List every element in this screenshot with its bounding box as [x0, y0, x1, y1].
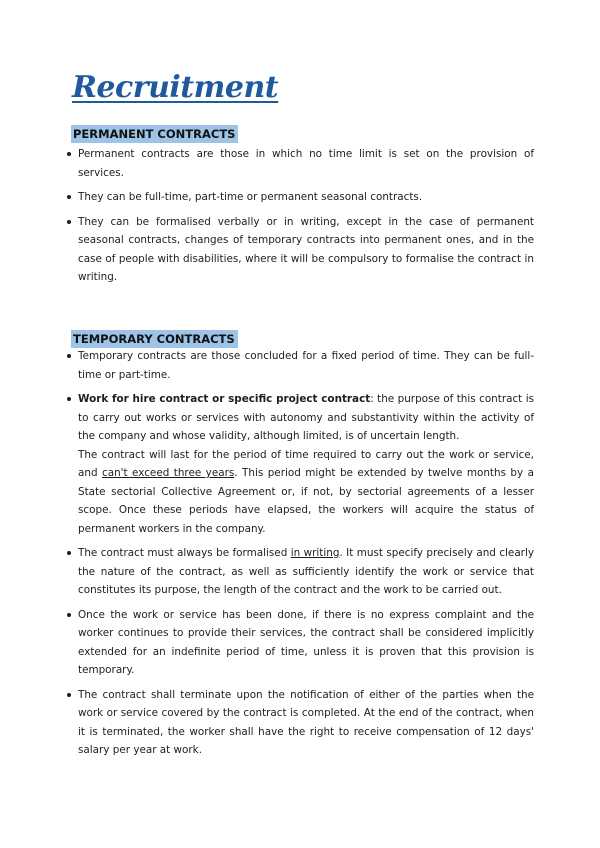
permanent-contracts-list	[64, 145, 534, 287]
list-item	[64, 606, 534, 680]
work-for-hire-term: Work for hire contract or specific project contract	[78, 393, 371, 405]
list-item	[64, 188, 534, 207]
section-heading-permanent: PERMANENT CONTRACTS	[71, 125, 238, 143]
duration-limit: can't exceed three years	[102, 467, 235, 479]
list-item-text: Temporary contracts are those concluded for a fixed period of time. They can be full-time or part-time.	[78, 350, 534, 381]
section-heading-temporary: TEMPORARY CONTRACTS	[71, 330, 238, 348]
list-item-text: The contract must always be formalised	[78, 547, 291, 559]
temporary-contracts-list	[64, 347, 534, 760]
list-item	[64, 347, 534, 384]
in-writing-emphasis: in writing	[290, 547, 340, 559]
list-item	[64, 686, 534, 760]
list-item-text: They can be full-time, part-time or permanent seasonal contracts.	[78, 191, 423, 203]
list-item-text: They can be formalised verbally or in writing, except in the case of permanent seasonal contracts, changes of temporary contracts into permanent ones, and in the case of people with disabilities, where it will be compulsory to formalise the contract in writing.	[78, 215, 534, 283]
list-item	[64, 145, 534, 182]
list-item	[64, 544, 534, 600]
list-item	[64, 390, 534, 538]
page-title: Recruitment	[72, 70, 279, 105]
list-item-text: The contract shall terminate upon the notification of either of the parties when the work or service covered by the contract is completed. At the end of the contract, when it is terminated, the worker shall have the right to receive compensation of 12 days' salary per year at work.	[78, 688, 534, 756]
list-item-text: Once the work or service has been done, if there is no express complaint and the worker continues to provide their services, the contract shall be considered implicitly extended for an indefinite period of time, unless it is proven that this provision is temporary.	[78, 608, 534, 676]
list-item-text: : the purpose of this contract is to carry out works or services with autonomy and substantivity within the activity of the company and whose validity, although limited, is of uncertain length.	[78, 393, 534, 442]
list-item	[64, 213, 534, 287]
list-item-text: . It must specify precisely and clearly the nature of the contract, as well as sufficiently identify the work or service that constitutes its purpose, the length of the contract and the work to be carried out.	[78, 547, 534, 596]
list-item-text: . This period might be extended by twelve months by a State sectorial Collective Agreement or, if not, by sectorial agreements of a lesser scope. Once these periods have elapsed, the workers will acquire the status of permanent workers in the company.	[78, 467, 534, 535]
list-item-text: Permanent contracts are those in which no time limit is set on the provision of services.	[78, 148, 534, 179]
list-item-text: The contract will last for the period of time required to carry out the work or service, and	[78, 448, 534, 479]
